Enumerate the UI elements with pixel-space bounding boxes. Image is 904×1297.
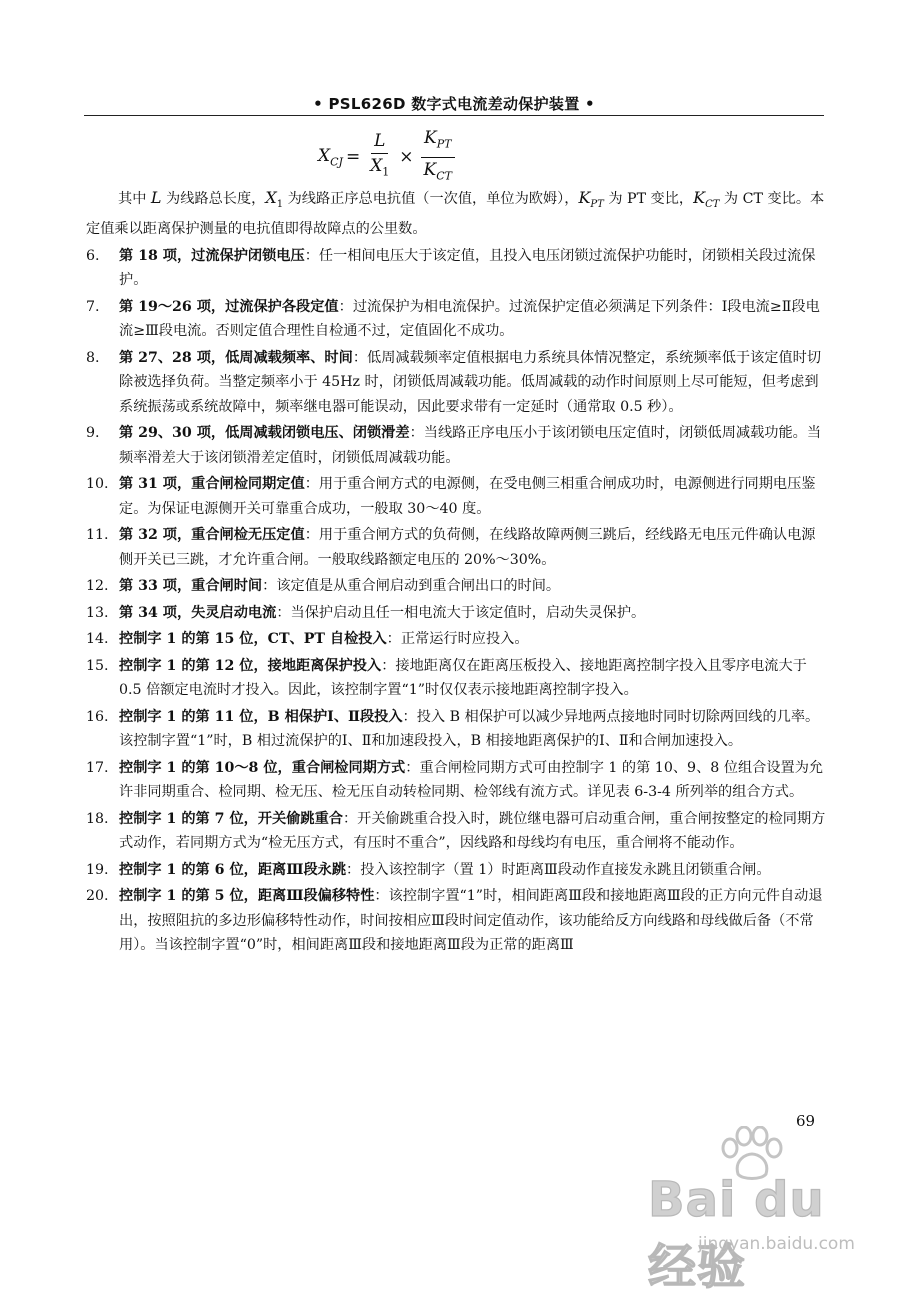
- list-item-title: 第 33 项，重合闸时间: [119, 578, 263, 595]
- running-header: • PSL626D 数字式电流差动保护装置 •: [313, 95, 595, 113]
- list-item-title: 第 29、30 项，低周减载闭锁电压、闭锁滑差: [119, 425, 410, 442]
- list-item-content: [119, 574, 826, 599]
- list-item: [86, 627, 826, 652]
- list-item-content: [119, 244, 826, 293]
- list-item-number: 14.: [86, 631, 109, 648]
- list-item-title: 控制字 1 的第 5 位，距离Ⅲ段偏移特性: [119, 888, 375, 905]
- list-item: [86, 523, 826, 572]
- list-item-text: ：该控制字置“1”时，相间距离Ⅲ段和接地距离Ⅲ段的正方向元件自动退出，按照阻抗的多边形偏移特性动作，时间按相应Ⅲ段时间定值动作，该功能给反方向线路和母线做后备（不常用）。当该控制字置“0”时，相间距离Ⅲ段和接地距离Ⅲ段为正常的距离Ⅲ: [119, 888, 823, 954]
- list-item-title: 控制字 1 的第 10～8 位，重合闸检同期方式: [119, 759, 406, 776]
- list-item-content: [119, 421, 826, 470]
- formula-xcj: [318, 128, 459, 182]
- list-item-number: 12.: [86, 578, 109, 595]
- list-item-content: [119, 756, 826, 805]
- formula-fraction-l-x1: $\frac{L}{X_1}$: [370, 131, 390, 179]
- list-item: [86, 574, 826, 599]
- list-item-content: [119, 346, 826, 420]
- list-item-number: 11.: [86, 527, 109, 544]
- list-item-text: ：任一相间电压大于该定值，且投入电压闭锁过流保护功能时，闭锁相关段过流保护。: [119, 247, 816, 289]
- list-item-content: [119, 807, 826, 856]
- intro-paragraph: 其中 L 为线路总长度，$X_1$ 为线路正序总电抗值（一次值，单位为欧姆），$K_{PT}$ 为 PT 变比，$K_{CT}$ 为 CT 变比。本定值乘以距离保护测量的电抗值即得故障点的公里数。: [86, 188, 825, 238]
- list-item-text: ：投入该控制字（置 1）时距离Ⅲ段动作直接发永跳且闭锁重合闸。: [346, 861, 771, 878]
- list-item-title: 第 32 项，重合闸检无压定值: [119, 527, 305, 544]
- list-item-content: [119, 884, 826, 958]
- list-item-text: ：用于重合闸方式的电源侧，在受电侧三相重合闸成功时，电源侧进行同期电压鉴定。为保证电源侧开关可靠重合成功，一般取 30～40 度。: [119, 476, 816, 517]
- list-item: [86, 654, 826, 703]
- list-item: [86, 858, 826, 883]
- list-item-number: 18.: [86, 810, 109, 827]
- list-item-content: [119, 627, 826, 652]
- list-item-content: [119, 654, 826, 703]
- list-item: [86, 421, 826, 470]
- document-body: [86, 186, 826, 960]
- watermark-url: jingyan.baidu.com: [698, 1234, 855, 1254]
- list-item: [86, 807, 826, 856]
- formula-times: ×: [399, 147, 414, 167]
- list-item: [86, 295, 826, 344]
- list-item-number: 19.: [86, 861, 109, 878]
- list-item-text: ：当保护启动且任一相电流大于该定值时，启动失灵保护。: [276, 604, 646, 621]
- list-item-title: 第 31 项，重合闸检同期定值: [119, 476, 305, 493]
- list-item-title: 第 27、28 项，低周减载频率、时间: [119, 349, 353, 366]
- list-item: [86, 756, 826, 805]
- list-item-content: [119, 472, 826, 521]
- list-item-number: 15.: [86, 657, 109, 674]
- list-item-number: 6.: [86, 247, 100, 264]
- list-item: [86, 601, 826, 626]
- formula-equals: =: [345, 147, 361, 167]
- list-item-text: ：过流保护为相电流保护。过流保护定值必须满足下列条件：Ⅰ段电流≥Ⅱ段电流≥Ⅲ段电流。否则定值合理性自检通不过，定值固化不成功。: [119, 298, 820, 340]
- list-item-content: [119, 705, 826, 754]
- header-rule: [84, 115, 824, 116]
- list-item-title: 控制字 1 的第 7 位，开关偷跳重合: [119, 810, 343, 827]
- list-item-text: ：该定值是从重合闸启动到重合闸出口的时间。: [262, 578, 561, 595]
- list-item-title: 控制字 1 的第 15 位，CT、PT 自检投入: [119, 631, 387, 648]
- page-number: 69: [796, 1112, 816, 1130]
- list-item-number: 10.: [86, 476, 109, 493]
- list-item-number: 13.: [86, 604, 109, 621]
- list-item-title: 第 34 项，失灵启动电流: [119, 604, 277, 621]
- watermark-brand: Bai du 经验: [648, 1172, 825, 1295]
- list-item-text: ：接地距离仅在距离压板投入、接地距离控制字投入且零序电流大于 0.5 倍额定电流时才投入。因此，该控制字置“1”时仅仅表示接地距离控制字投入。: [119, 657, 807, 699]
- list-item-number: 7.: [86, 298, 100, 315]
- list-item-text: ：投入 B 相保护可以减少异地两点接地时同时切除两回线的几率。该控制字置“1”时，B 相过流保护的Ⅰ、Ⅱ和加速段投入，B 相接地距离保护的Ⅰ、Ⅱ和合闸加速投入。: [119, 708, 820, 750]
- list-item-title: 第 18 项，过流保护闭锁电压: [119, 247, 305, 264]
- list-item: [86, 884, 826, 958]
- list-item-number: 16.: [86, 708, 109, 725]
- list-item-title: 控制字 1 的第 11 位，B 相保护Ⅰ、Ⅱ段投入: [119, 708, 403, 725]
- numbered-list: [86, 244, 826, 958]
- list-item-content: [119, 601, 826, 626]
- list-item-title: 第 19～26 项，过流保护各段定值: [119, 298, 339, 315]
- baidu-jingyan-watermark: [598, 1120, 868, 1295]
- list-item-text: ：当线路正序电压小于该闭锁电压定值时，闭锁低周减载功能。当频率滑差大于该闭锁滑差定值时，闭锁低周减载功能。: [119, 425, 822, 466]
- formula-lhs: $X_{CJ}$: [318, 145, 343, 169]
- list-item: [86, 472, 826, 521]
- list-item-title: 控制字 1 的第 12 位，接地距离保护投入: [119, 657, 382, 674]
- list-item-text: ：重合闸检同期方式可由控制字 1 的第 10、9、8 位组合设置为允许非同期重合、检同期、检无压、检无压自动转检同期、检邻线有流方式。详见表 6-3-4 所列举的组合方式。: [119, 759, 824, 801]
- list-item-number: 17.: [86, 759, 109, 776]
- list-item-number: 8.: [86, 349, 100, 366]
- list-item-number: 9.: [86, 425, 100, 442]
- list-item: [86, 244, 826, 293]
- list-item-number: 20.: [86, 888, 109, 905]
- formula-fraction-kpt-kct: $\frac{K_{PT}}{K_{CT}}$: [421, 128, 455, 186]
- list-item-content: [119, 295, 826, 344]
- list-item-text: ：开关偷跳重合投入时，跳位继电器可启动重合闸，重合闸按整定的检同期方式动作，若同期方式为“检无压方式，有压时不重合”，因线路和母线均有电压，重合闸将不能动作。: [119, 810, 826, 852]
- list-item-title: 控制字 1 的第 6 位，距离Ⅲ段永跳: [119, 861, 347, 878]
- list-item-text: ：用于重合闸方式的负荷侧，在线路故障两侧三跳后，经线路无电压元件确认电源侧开关已三跳，才允许重合闸。一般取线路额定电压的 20%～30%。: [119, 527, 816, 568]
- list-item-content: [119, 858, 826, 883]
- list-item: [86, 346, 826, 420]
- list-item: [86, 705, 826, 754]
- list-item-content: [119, 523, 826, 572]
- list-item-text: ：正常运行时应投入。: [386, 631, 529, 648]
- list-item-text: ：低周减载频率定值根据电力系统具体情况整定，系统频率低于该定值时切除被选择负荷。当整定频率小于 45Hz 时，闭锁低周减载功能。低周减载的动作时间原则上尽可能短，但考虑到系统振荡或系统故障中，频率继电器可能误动，因此要求带有一定延时（通常取 0.5 秒）。: [119, 349, 822, 415]
